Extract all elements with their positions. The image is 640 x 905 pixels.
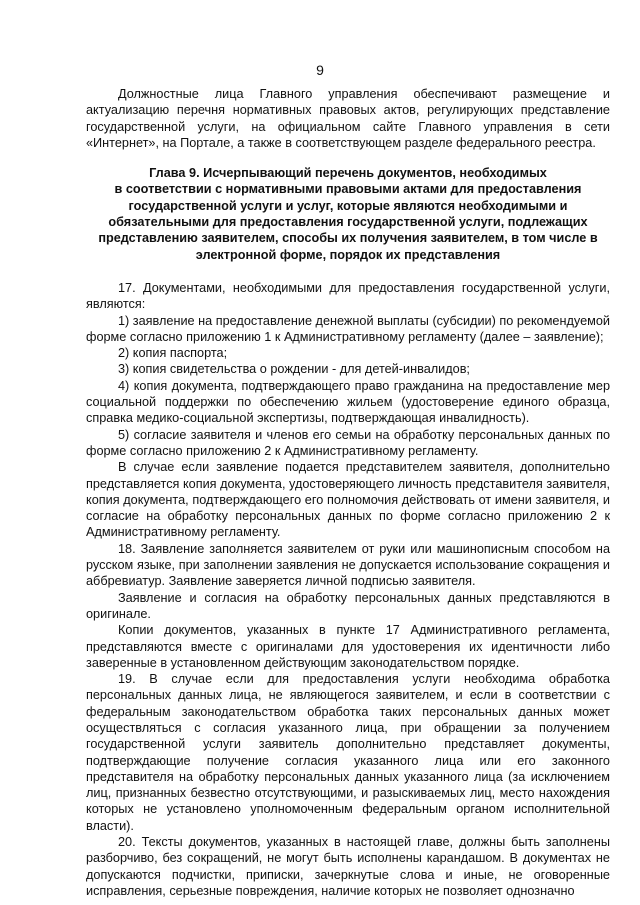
- heading-line: в соответствии с нормативными правовыми актами для предоставления: [114, 182, 582, 197]
- paragraph-17: 17. Документами, необходимыми для предоставления государственной услуги, являются:: [86, 280, 610, 312]
- heading-line: Глава 9. Исчерпывающий перечень документов, необходимых: [149, 166, 547, 181]
- copies-paragraph: Копии документов, указанных в пункте 17 Административного регламента, представляются вместе с оригиналами для удостоверения их идентичности либо заверенные в установленном действующим законодательством порядке.: [86, 623, 610, 670]
- document-body: [86, 86, 610, 899]
- paragraph-20: 20. Тексты документов, указанных в настоящей главе, должны быть заполнены разборчиво, без сокращений, не могут быть исполнены карандашом. В документах не допускаются подчистки, приписки, зачеркнутые слова и иные, не оговоренные исправления, серьезные повреждения, наличие которых не позволяет однозначно: [86, 835, 610, 898]
- representative-paragraph: В случае если заявление подается представителем заявителя, дополнительно представляется копия документа, удостоверяющего личность представителя заявителя, копия документа, подтверждающего его полномочия действовать от имени заявителя, и согласие на обработку персональных данных по форме согласно приложению 2 к Административному регламенту.: [86, 460, 610, 540]
- paragraph-18: 18. Заявление заполняется заявителем от руки или машинописным способом на русском языке, при заполнении заявления не допускается использование сокращения и аббревиатур. Заявление заверяется личной подписью заявителя.: [86, 541, 610, 589]
- page-number: 9: [316, 62, 324, 78]
- heading-line: электронной форме, порядок их представления: [195, 247, 501, 262]
- originals-paragraph: Заявление и согласия на обработку персональных данных представляются в оригинале.: [86, 590, 610, 621]
- list-item-2: 2) копия паспорта;: [118, 346, 228, 361]
- paragraph-19: 19. В случае если для предоставления услуги необходима обработка персональных данных лица, не являющегося заявителем, и если в соответствии с федеральным законодательством обработка таких персональных данных может осуществляться с согласия указанного лица, при обращении за получением государственной услуги заявитель дополнительно представляет документы, подтверждающие получение согласия указанного лица или его законного представителя на обработку персональных данных указанного лица (за исключением лиц, признанных безвестно отсутствующими, и разыскиваемых лиц, место нахождения которых не установлено уполномоченным федеральным органом исполнительной власти).: [86, 672, 610, 833]
- heading-line: государственной услуги и услуг, которые являются необходимыми и: [128, 198, 568, 213]
- list-item-3: 3) копия свидетельства о рождении - для детей-инвалидов;: [118, 362, 470, 377]
- chapter-heading: [86, 165, 610, 263]
- intro-paragraph: Должностные лица Главного управления обеспечивают размещение и актуализацию перечня нормативных правовых актов, регулирующих представление государственной услуги, на официальном сайте Главного управления в сети «Интернет», на Портале, а также в соответствующем разделе федерального реестра.: [86, 87, 610, 150]
- list-item-1: 1) заявление на предоставление денежной выплаты (субсидии) по рекомендуемой форме согласно приложению 1 к Административному регламенту (далее – заявление);: [86, 313, 611, 344]
- heading-line: представлению заявителем, способы их получения заявителем, в том числе в: [98, 231, 598, 246]
- list-item-5: 5) согласие заявителя и членов его семьи на обработку персональных данных по форме согласно приложению 2 к Административному регламенту.: [86, 427, 610, 458]
- heading-line: обязательными для предоставления государственной услуги, подлежащих: [108, 215, 588, 230]
- list-item-4: 4) копия документа, подтверждающего право гражданина на предоставление мер социальной поддержки по обеспечению жильем (удостоверение единого образца, справка медико-социальной экспертизы, подтверждающая инвалидность).: [86, 378, 610, 426]
